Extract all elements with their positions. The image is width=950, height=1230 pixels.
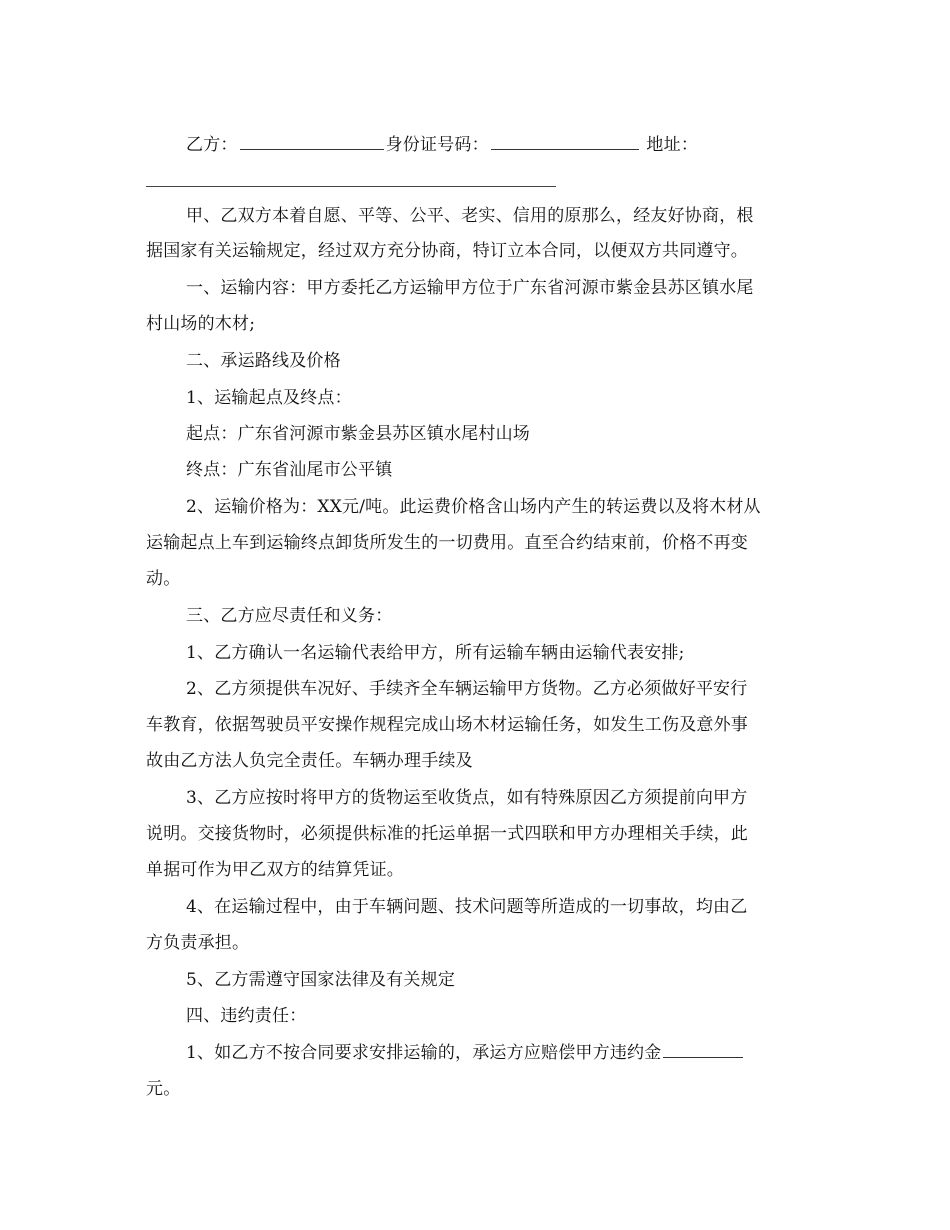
paragraph-line: 1、乙方确认一名运输代表给甲方，所有运输车辆由运输代表安排; [186,643,685,663]
penalty-amount-blank[interactable] [663,1043,743,1058]
paragraph-line: 1、运输起点及终点： [186,388,352,408]
paragraph-line: 终点：广东省汕尾市公平镇 [186,460,393,480]
paragraph-line: 运输起点上车到运输终点卸货所发生的一切费用。直至合约结束前，价格不再变 [146,533,748,553]
paragraph-line: 车教育，依据驾驶员平安操作规程完成山场木材运输任务，如发生工伤及意外事 [146,715,748,735]
id-number-label: 身份证号码： [385,135,489,155]
penalty-line [186,1042,846,1064]
paragraph-line: 方负责承担。 [146,933,250,953]
paragraph-line: 4、在运输过程中，由于车辆问题、技术问题等所造成的一切事故，均由乙 [186,897,748,917]
address-label: 地址： [646,135,699,155]
paragraph-line: 元。 [146,1079,181,1099]
paragraph-line: 故由乙方法人负完全责任。车辆办理手续及 [146,751,473,771]
penalty-text: 1、如乙方不按合同要求安排运输的，承运方应赔偿甲方违约金 [186,1043,662,1063]
paragraph-line: 甲、乙双方本着自愿、平等、公平、老实、信用的原那么，经友好协商，根 [186,206,754,226]
paragraph-line: 说明。交接货物时，必须提供标准的托运单据一式四联和甲方办理相关手续，此 [146,824,748,844]
paragraph-line: 一、运输内容：甲方委托乙方运输甲方位于广东省河源市紫金县苏区镇水尾 [186,278,754,298]
paragraph-line: 动。 [146,569,181,589]
paragraph-line: 村山场的木材; [146,314,256,334]
section-heading: 三、乙方应尽责任和义务： [186,606,393,626]
party-b-line [186,134,846,156]
paragraph-line: 单据可作为甲乙双方的结算凭证。 [146,860,404,880]
party-b-label: 乙方： [186,135,238,155]
section-heading: 四、违约责任： [186,1006,307,1026]
paragraph-line: 2、运输价格为：XX元/吨。此运费价格含山场内产生的转运费以及将木材从 [186,497,761,517]
paragraph-line: 3、乙方应按时将甲方的货物运至收货点，如有特殊原因乙方须提前向甲方 [186,788,748,808]
id-number-blank[interactable] [491,135,639,150]
paragraph-line: 2、乙方须提供车况好、手续齐全车辆运输甲方货物。乙方必须做好平安行 [186,679,748,699]
paragraph-line: 起点：广东省河源市紫金县苏区镇水尾村山场 [186,424,530,444]
address-blank[interactable] [146,186,556,187]
section-heading: 二、承运路线及价格 [186,351,341,371]
paragraph-line: 据国家有关运输规定，经过双方充分协商，特订立本合同，以便双方共同遵守。 [146,241,748,261]
paragraph-line: 5、乙方需遵守国家法律及有关规定 [186,970,456,990]
party-b-name-blank[interactable] [240,135,384,150]
